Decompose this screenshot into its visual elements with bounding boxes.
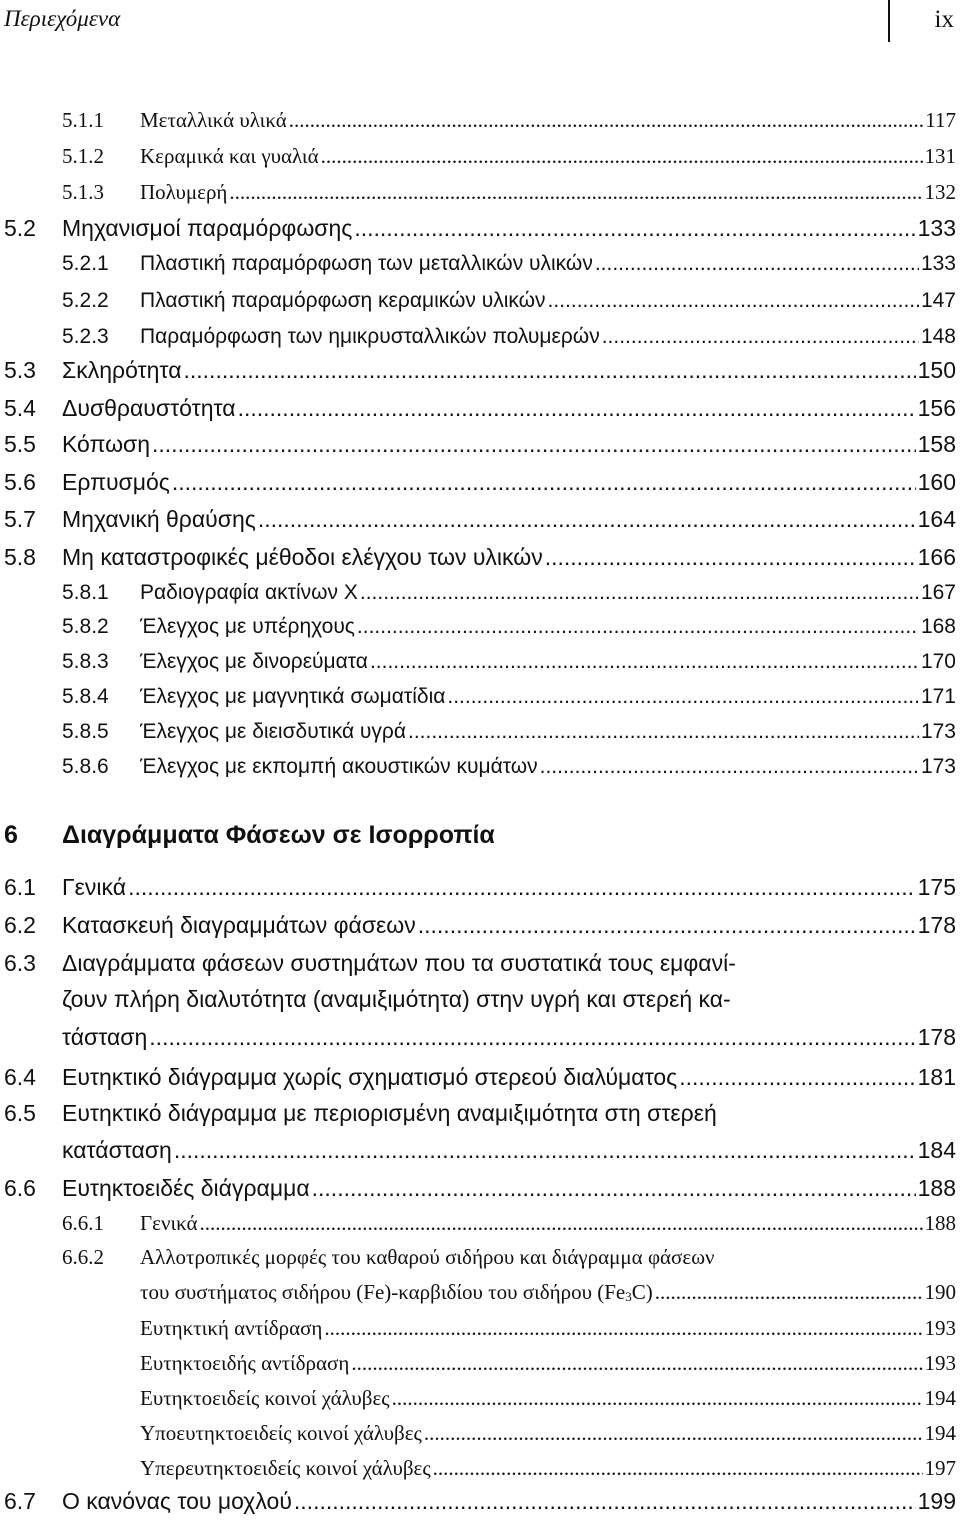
toc-entry[interactable] [140, 1456, 956, 1481]
toc-entry-number: 5.8.1 [62, 581, 109, 604]
running-header-title: Περιεχόμενα [4, 6, 121, 31]
toc-entry-title: Μη καταστροφικές μέθοδοι ελέγχου των υλικών [62, 544, 543, 570]
toc-entry-title: Κατασκευή διαγραμμάτων φάσεων [62, 912, 416, 938]
toc-entry-title: Κεραμικά και γυαλιά [140, 144, 319, 168]
toc-entry-title: Πλαστική παραμόρφωση κεραμικών υλικών [140, 289, 546, 312]
toc-entry-title: Έλεγχος με υπέρηχους [140, 615, 355, 638]
toc-entry-number: 5.1.3 [62, 180, 104, 204]
toc-entry[interactable] [4, 1175, 956, 1202]
leader-dots [540, 755, 919, 779]
toc-entry-number: 5.7 [4, 506, 36, 532]
toc-entry-line [62, 1245, 715, 1270]
toc-entry-page: 181 [917, 1064, 956, 1090]
leader-dots [351, 1351, 922, 1376]
toc-entry-title: Υπερευτηκτοειδείς κοινοί χάλυβες [140, 1456, 431, 1480]
toc-entry-page: 194 [924, 1386, 956, 1410]
toc-entry-title: Ευτηκτοειδείς κοινοί χάλυβες [140, 1386, 390, 1410]
leader-dots [545, 544, 916, 571]
toc-entry-number: 5.5 [4, 431, 36, 457]
leader-dots [408, 720, 919, 744]
leader-dots [128, 874, 916, 901]
toc-entry-title: κατάσταση [62, 1137, 172, 1163]
leader-dots [655, 1280, 923, 1305]
toc-entry-title: Ευτηκτικό διάγραμμα χωρίς σχηματισμό στερεού διαλύματος [62, 1064, 678, 1090]
toc-entry[interactable] [4, 506, 956, 533]
toc-entry[interactable] [62, 1211, 956, 1236]
toc-entry-line [62, 1137, 956, 1164]
toc-entry-page: 156 [917, 395, 956, 421]
toc-entry-number: 6.6 [4, 1175, 36, 1201]
toc-entry-page: 166 [917, 544, 956, 570]
toc-entry[interactable] [62, 144, 956, 169]
toc-entry-page: 150 [917, 357, 956, 383]
toc-entry[interactable] [4, 1064, 956, 1091]
toc-entry-page: 117 [925, 108, 956, 132]
toc-entry-number: 5.8.5 [62, 720, 109, 743]
toc-entry-page: 190 [924, 1280, 956, 1304]
toc-entry-title: Ραδιογραφία ακτίνων Χ [140, 581, 358, 604]
leader-dots [433, 1456, 923, 1481]
toc-entry-number: 6.3 [4, 950, 36, 976]
toc-entry-page: 133 [920, 252, 956, 275]
toc-entry[interactable] [140, 1351, 956, 1376]
toc-entry-line [4, 1100, 717, 1127]
toc-entry[interactable] [4, 874, 956, 901]
toc-entry-line [4, 950, 736, 977]
toc-entry-title: Υποευτηκτοειδείς κοινοί χάλυβες [140, 1421, 422, 1445]
toc-entry-number: 6.6.2 [62, 1245, 104, 1269]
toc-entry-page: 197 [924, 1456, 956, 1480]
toc-entry-title: Ευτηκτικό διάγραμμα με περιορισμένη αναμιξιμότητα στη στερεή [62, 1100, 717, 1126]
toc-entry-page: 131 [924, 144, 956, 168]
toc-entry-page: 188 [924, 1211, 956, 1235]
toc-entry-number: 5.2.3 [62, 325, 109, 348]
toc-entry-title: Ο κανόνας του μοχλού [62, 1488, 292, 1514]
toc-entry-page: 188 [917, 1175, 956, 1201]
toc-entry-title: Μηχανισμοί παραμόρφωσης [62, 215, 353, 241]
toc-entry-page: 168 [920, 615, 956, 638]
toc-entry-page: 178 [917, 1024, 956, 1050]
toc-entry-title [140, 1280, 653, 1305]
toc-entry-title: Πλαστική παραμόρφωση των μεταλλικών υλικών [140, 252, 593, 275]
title-text: του συστήματος σιδήρου (Fe)-καρβιδίου του σιδήρου (Fe [140, 1280, 626, 1304]
page-number: ix [934, 6, 954, 33]
toc-entry[interactable] [4, 544, 956, 571]
toc-entry[interactable] [62, 252, 956, 276]
leader-dots [172, 469, 916, 496]
toc-entry-number: 5.8.2 [62, 615, 109, 638]
toc-entry-page: 167 [920, 581, 956, 604]
toc-entry[interactable] [4, 431, 956, 458]
toc-entry-page: 175 [917, 874, 956, 900]
toc-entry[interactable] [62, 180, 956, 205]
toc-entry-title: Έλεγχος με δινορεύματα [140, 650, 368, 673]
toc-entry-title: Κόπωση [62, 431, 151, 457]
toc-entry-page: 184 [917, 1137, 956, 1163]
toc-entry-page: 193 [924, 1351, 956, 1375]
leader-dots [424, 1421, 923, 1446]
toc-entry-number: 5.8.3 [62, 650, 109, 673]
toc-entry-title: Έλεγχος με μαγνητικά σωματίδια [140, 685, 446, 708]
toc-entry-number: 5.6 [4, 469, 36, 495]
leader-dots [152, 431, 916, 458]
toc-entry[interactable] [62, 615, 956, 639]
toc-entry[interactable] [62, 108, 956, 133]
toc-entry-page: 147 [920, 289, 956, 312]
toc-entry[interactable] [62, 720, 956, 744]
toc-entry-number: 6.7 [4, 1488, 36, 1514]
toc-entry-number: 6.1 [4, 874, 36, 900]
subscript: 3 [625, 1288, 632, 1304]
title-text: C) [631, 1280, 653, 1304]
toc-entry-page: 158 [917, 431, 956, 457]
leader-dots [602, 325, 919, 349]
toc-entry-page: 133 [917, 215, 956, 241]
toc-entry[interactable] [4, 215, 956, 242]
toc-entry[interactable] [4, 469, 956, 496]
toc-entry-page: 193 [924, 1316, 956, 1340]
leader-dots [370, 650, 919, 674]
toc-entry-page: 194 [924, 1421, 956, 1445]
toc-entry-page: 171 [920, 685, 956, 708]
toc-entry-title: Διαγράμματα φάσεων συστημάτων που τα συστατικά τους εμφανί- [62, 950, 736, 976]
leader-dots [149, 1024, 915, 1051]
toc-entry-page: 173 [920, 755, 956, 778]
leader-dots [679, 1064, 915, 1091]
toc-entry[interactable] [140, 1316, 956, 1341]
header-divider [888, 0, 890, 42]
toc-entry-page: 178 [917, 912, 956, 938]
chapter-number: 6 [4, 821, 18, 849]
toc-entry-title: Αλλοτροπικές μορφές του καθαρού σιδήρου και διάγραμμα φάσεων [140, 1245, 715, 1269]
leader-dots [360, 581, 919, 605]
toc-entry-number: 5.1.1 [62, 108, 104, 132]
leader-dots [418, 912, 916, 939]
toc-entry-number: 6.5 [4, 1100, 36, 1126]
toc-entry-title: Ευτηκτοειδές διάγραμμα [62, 1175, 310, 1201]
toc-entry-title: τάσταση [62, 1024, 148, 1050]
toc-entry-number: 5.2.2 [62, 289, 109, 312]
toc-entry-number: 5.8 [4, 544, 36, 570]
leader-dots [184, 357, 916, 384]
leader-dots [294, 1488, 916, 1515]
leader-dots [258, 506, 916, 533]
toc-entry[interactable] [4, 357, 956, 384]
toc-entry-title: Έλεγχος με εκπομπή ακουστικών κυμάτων [140, 755, 538, 778]
toc-entry[interactable] [4, 395, 956, 422]
toc-entry-line [140, 1280, 956, 1305]
toc-entry[interactable] [4, 1488, 956, 1515]
toc-entry-number: 5.1.2 [62, 144, 104, 168]
toc-entry-title: Ερπυσμός [62, 469, 170, 495]
leader-dots [548, 289, 919, 313]
toc-entry-number: 5.2.1 [62, 252, 109, 275]
toc-entry-page: 170 [920, 650, 956, 673]
chapter-heading [4, 821, 495, 850]
toc-entry-line [62, 1024, 956, 1051]
leader-dots [324, 1316, 922, 1341]
toc-entry-title: Μεταλλικά υλικά [140, 108, 287, 132]
page-header [0, 0, 960, 44]
toc-entry-number: 6.2 [4, 912, 36, 938]
toc-entry-number: 5.2 [4, 215, 36, 241]
toc-entry-page: 199 [917, 1488, 956, 1514]
leader-dots [357, 615, 919, 639]
toc-entry-page: 164 [917, 506, 956, 532]
chapter-title: Διαγράμματα Φάσεων σε Ισορροπία [62, 821, 495, 849]
toc-entry[interactable] [62, 650, 956, 674]
toc-entry-title: Παραμόρφωση των ημικρυσταλλικών πολυμερών [140, 325, 600, 348]
leader-dots [321, 144, 923, 169]
leader-dots [392, 1386, 923, 1411]
toc-entry[interactable] [140, 1386, 956, 1411]
toc-entry-title: Έλεγχος με διεισδυτικά υγρά [140, 720, 406, 743]
leader-dots [447, 685, 919, 709]
toc-entry[interactable] [62, 685, 956, 709]
toc-entry-number: 6.6.1 [62, 1211, 104, 1235]
toc-entry-title: Ευτηκτική αντίδραση [140, 1316, 323, 1340]
toc-entry-title: Γενικά [140, 1211, 198, 1235]
toc-entry-number: 5.8.4 [62, 685, 109, 708]
toc-entry-title: Μηχανική θραύσης [62, 506, 256, 532]
toc-entry-page: 132 [924, 180, 956, 204]
toc-entry-page: 160 [917, 469, 956, 495]
toc-entry-line: ζουν πλήρη διαλυτότητα (αναμιξιμότητα) στην υγρή και στερεή κα- [62, 986, 731, 1012]
leader-dots [229, 180, 922, 205]
leader-dots [595, 252, 919, 276]
leader-dots [174, 1137, 916, 1164]
toc-entry-title: Πολυμερή [140, 180, 228, 204]
toc-entry-title: Ευτηκτοειδής αντίδραση [140, 1351, 350, 1375]
leader-dots [238, 395, 916, 422]
leader-dots [312, 1175, 916, 1202]
toc-entry[interactable] [62, 755, 956, 779]
toc-entry-number: 5.3 [4, 357, 36, 383]
toc-entry[interactable] [140, 1421, 956, 1446]
toc-entry-number: 5.4 [4, 395, 36, 421]
toc-entry-title: Σκληρότητα [62, 357, 182, 383]
toc-entry[interactable] [4, 912, 956, 939]
toc-entry[interactable] [62, 581, 956, 605]
toc-entry-title: Γενικά [62, 874, 127, 900]
toc-entry[interactable] [62, 325, 956, 349]
leader-dots [200, 1211, 923, 1236]
toc-entry-page: 173 [920, 720, 956, 743]
toc-entry-page: 148 [920, 325, 956, 348]
toc-entry[interactable] [62, 289, 956, 313]
leader-dots [289, 108, 924, 133]
toc-entry-title: Δυσθραυστότητα [62, 395, 236, 421]
leader-dots [354, 215, 915, 242]
toc-entry-number: 6.4 [4, 1064, 36, 1090]
toc-entry-number: 5.8.6 [62, 755, 109, 778]
